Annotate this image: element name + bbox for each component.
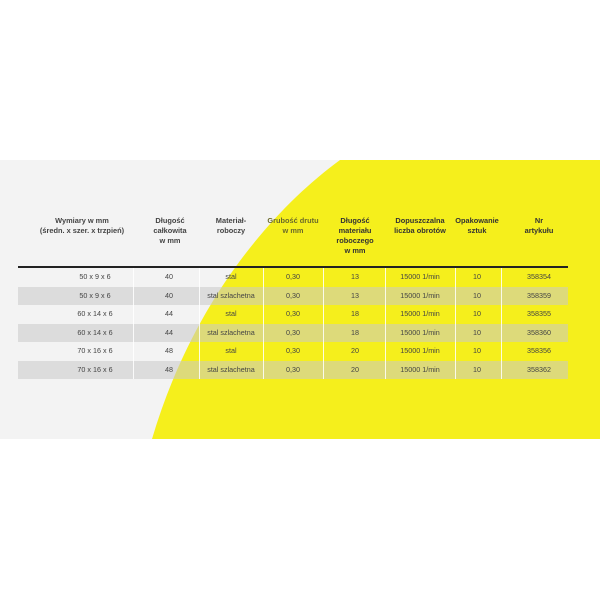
header-article-number: Nr artykułu [524, 216, 554, 235]
header-package: Opakowanie sztuk [455, 216, 499, 235]
table-cell: 15000 1/min [400, 309, 440, 318]
header-dimensions: Wymiary w mm (średn. x szer. x trzpień) [39, 216, 125, 235]
table-cell: 10 [473, 290, 481, 300]
table-cell: 44 [165, 327, 173, 337]
table-cell: 10 [473, 272, 481, 281]
column-separator [133, 268, 134, 379]
column-separator [501, 268, 502, 379]
table-cell: 13 [351, 272, 359, 281]
table-cell: 0,30 [286, 327, 300, 337]
specs-table [0, 160, 600, 439]
column-separator [199, 268, 200, 379]
table-cell: 0,30 [286, 309, 300, 318]
table-cell: stal [225, 272, 237, 281]
header-max-rpm: Dopuszczalna liczba obrotów [394, 216, 446, 235]
table-cell: stal szlachetna [207, 290, 255, 300]
header-working-length: Długość materiału roboczego w mm [336, 216, 374, 255]
table-cell: 358354 [527, 272, 551, 281]
table-cell: 15000 1/min [400, 272, 440, 281]
table-cell: stal szlachetna [207, 364, 255, 374]
table-cell: 10 [473, 364, 481, 374]
column-separator [455, 268, 456, 379]
table-cell: 60 x 14 x 6 [77, 327, 113, 337]
header-total-length: Długość całkowita w mm [153, 216, 187, 245]
table-cell: 15000 1/min [400, 364, 440, 374]
column-separator [263, 268, 264, 379]
column-separator [323, 268, 324, 379]
table-cell: 0,30 [286, 364, 300, 374]
table-cell: 10 [473, 309, 481, 318]
table-cell: 20 [351, 364, 359, 374]
table-row [18, 268, 568, 286]
table-cell: 0,30 [286, 290, 300, 300]
table-cell: 20 [351, 346, 359, 355]
table-cell: 15000 1/min [400, 327, 440, 337]
table-cell: 15000 1/min [400, 290, 440, 300]
table-row [18, 342, 568, 360]
table-cell: 18 [351, 327, 359, 337]
table-row [18, 305, 568, 323]
table-cell: stal [225, 346, 237, 355]
table-cell: 18 [351, 309, 359, 318]
header-material: Materiał- roboczy [215, 216, 247, 235]
table-cell: 15000 1/min [400, 346, 440, 355]
table-cell: 358362 [527, 364, 551, 374]
table-cell: 48 [165, 364, 173, 374]
table-cell: 13 [351, 290, 359, 300]
table-cell: 10 [473, 346, 481, 355]
table-cell: 358359 [527, 290, 551, 300]
table-cell: 358360 [527, 327, 551, 337]
table-row [18, 324, 568, 342]
table-cell: 50 x 9 x 6 [79, 290, 111, 300]
table-cell: 40 [165, 290, 173, 300]
table-cell: 0,30 [286, 272, 300, 281]
header-wire-thickness: Grubość drutu w mm [267, 216, 319, 235]
table-cell: 358356 [527, 346, 551, 355]
table-cell: 0,30 [286, 346, 300, 355]
product-table-panel [0, 160, 600, 439]
table-cell: stal [225, 309, 237, 318]
table-row [18, 287, 568, 305]
table-cell: 50 x 9 x 6 [79, 272, 111, 281]
table-cell: 70 x 16 x 6 [77, 364, 113, 374]
column-separator [385, 268, 386, 379]
table-cell: 60 x 14 x 6 [77, 309, 113, 318]
table-cell: 48 [165, 346, 173, 355]
table-cell: 40 [165, 272, 173, 281]
table-cell: 10 [473, 327, 481, 337]
table-row [18, 361, 568, 379]
table-cell: 358355 [527, 309, 551, 318]
table-cell: 44 [165, 309, 173, 318]
table-cell: stal szlachetna [207, 327, 255, 337]
table-cell: 70 x 16 x 6 [77, 346, 113, 355]
